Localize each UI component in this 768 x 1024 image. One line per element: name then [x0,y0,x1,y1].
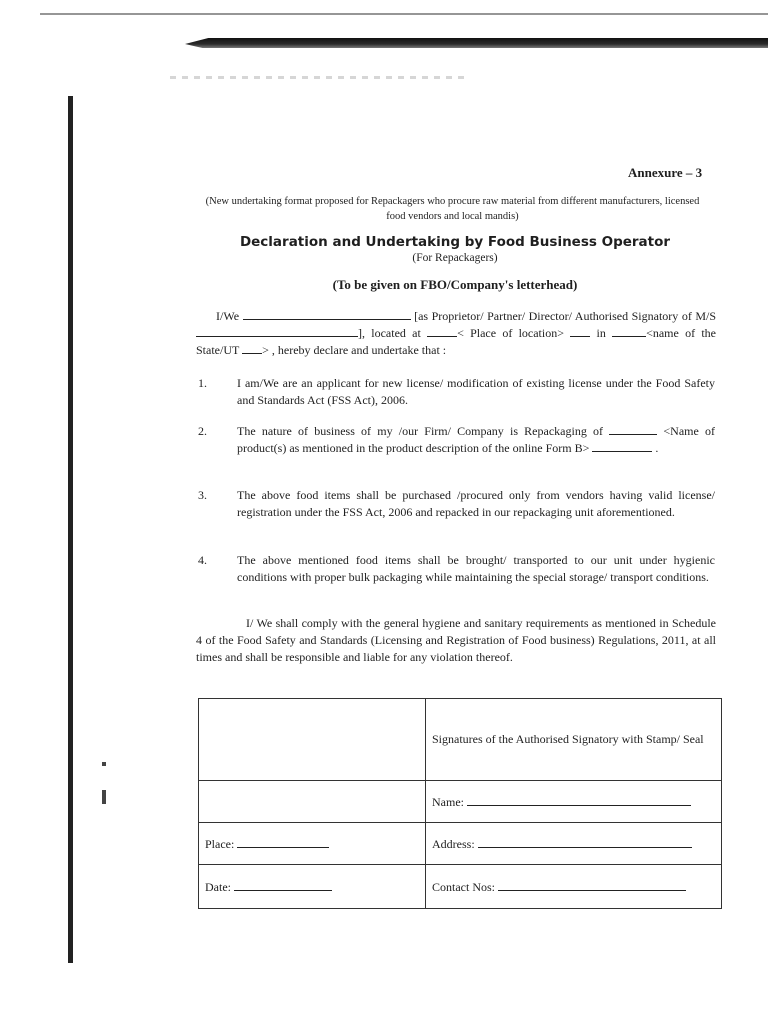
table-row [199,823,722,865]
table-row [199,781,722,823]
table-cell-empty [199,699,426,781]
intro-located-at: ], located at [358,326,421,340]
item-text: The above food items shall be purchased /procured only from vendors having valid license/ registration under the FSS Act, 2006 and repacked in our repackaging unit aforementioned. [237,488,715,519]
name-field[interactable] [467,794,691,806]
intro-i-we: I/We [216,309,240,323]
item-text-part: The nature of business of my /our Firm/ Company is Repackaging of [237,424,604,438]
intro-role: [as Proprietor/ Partner/ Director/ Authorised Signatory of M/S [414,309,717,323]
item-text-part: <Name of product(s) as mentioned in the product description of the online Form B> [237,424,715,455]
location-blank-2[interactable] [570,325,590,337]
place-label: Place: [205,836,235,851]
place-cell [199,823,426,865]
item-text [237,423,715,457]
location-blank[interactable] [427,325,457,337]
product-blank[interactable] [609,423,657,435]
table-cell-empty [199,781,426,823]
declaration-intro [196,308,716,359]
compliance-paragraph: I/ We shall comply with the general hygiene and sanitary requirements as mentioned in Schedule 4 of the Food Safety and Standards (Licensing and Registration of Food business) Regulations, 2011, at all times and shall be responsible and liable for any violation thereof. [196,616,716,664]
signature-label: Signatures of the Authorised Signatory with Stamp/ Seal [432,732,704,746]
state-blank[interactable] [612,325,646,337]
name-blank[interactable] [243,308,411,320]
address-cell [426,823,722,865]
format-note: (New undertaking format proposed for Repackagers who procure raw material from different manufacturers, licensed food vendors and local mandis) [205,196,700,222]
state-blank-2[interactable] [242,342,262,354]
item-text: The above mentioned food items shall be brought/ transported to our unit under hygienic conditions with proper bulk packaging while maintaining the special storage/ transport conditions. [237,553,715,584]
document-title: Declaration and Undertaking by Food Business Operator [239,234,671,250]
firm-blank[interactable] [196,325,358,337]
item-number: 4. [198,553,207,567]
scan-smudge [170,76,470,79]
intro-state: <name of the State/UT [196,326,716,357]
intro-declare: > , hereby declare and undertake that : [262,343,447,357]
contact-field[interactable] [498,879,686,891]
intro-place: < Place of location> [457,326,564,340]
item-number: 2. [198,424,207,438]
date-label: Date: [205,879,231,894]
margin-mark [102,762,106,766]
letterhead-instruction: (To be given on FBO/Company's letterhead) [332,277,578,292]
margin-mark [102,790,106,804]
item-text: I am/We are an applicant for new license/ modification of existing license under the Food Safety and Standards Act (FSS Act), 2006. [237,376,715,407]
page-margin-line [68,96,73,966]
contact-cell [426,865,722,909]
place-field[interactable] [237,836,329,848]
item-number: 1. [198,376,207,390]
address-field[interactable] [478,836,692,848]
address-label: Address: [432,836,475,851]
scan-edge-line [40,13,768,15]
form-b-blank[interactable] [592,440,652,452]
date-cell [199,865,426,909]
name-cell [426,781,722,823]
date-field[interactable] [234,879,332,891]
page-bottom-area [0,963,768,1024]
item-text-part: . [655,441,659,455]
signature-cell[interactable] [426,699,722,781]
table-row [199,699,722,781]
name-label: Name: [432,794,464,809]
item-number: 3. [198,488,207,502]
table-row [199,865,722,909]
signature-table [198,698,722,909]
contact-label: Contact Nos: [432,879,495,894]
document-subtitle: (For Repackagers) [412,252,498,264]
annexure-label: Annexure – 3 [628,165,703,180]
intro-in: in [596,326,606,340]
scan-shadow-bar [185,38,768,48]
